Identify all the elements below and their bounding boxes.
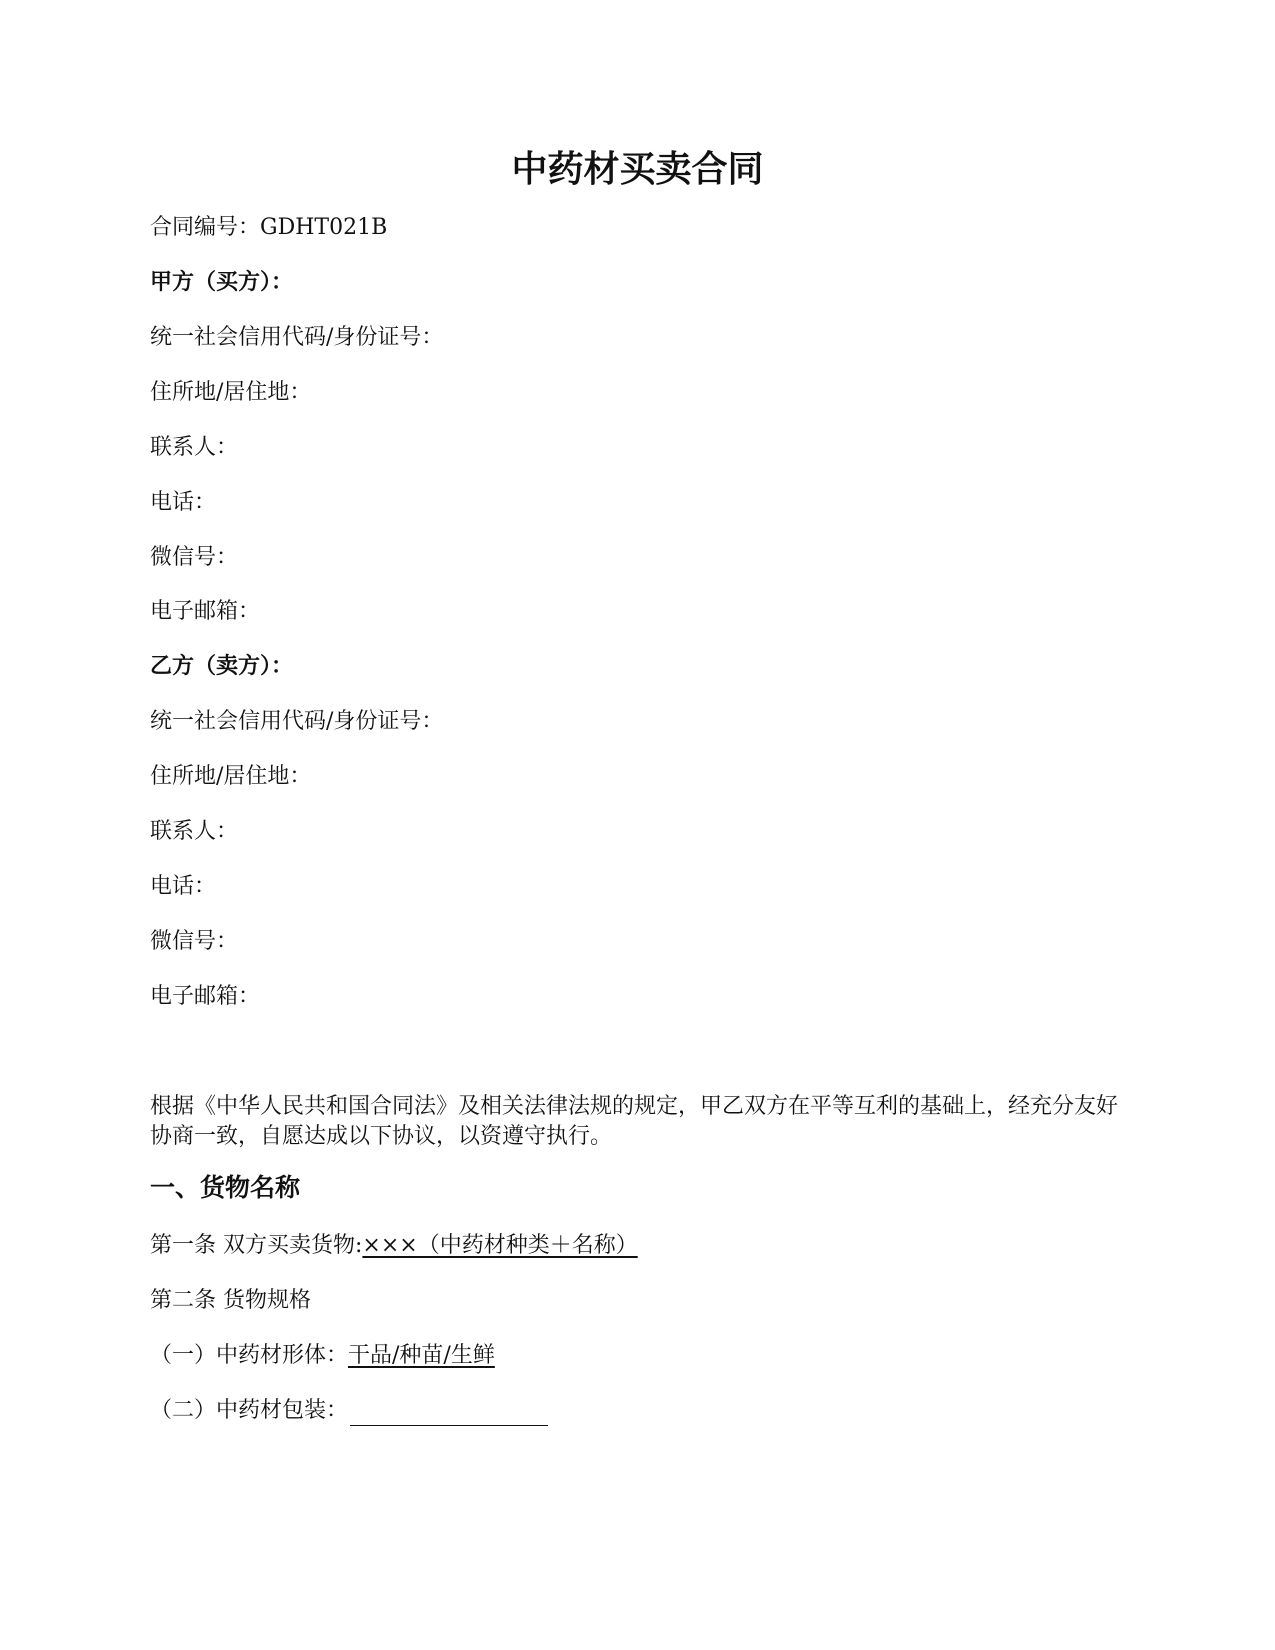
spec-item-packaging-label: （二）中药材包装： [150,1398,349,1423]
contract-number: 合同编号：GDHT021B [150,215,388,240]
party-b-wechat: 微信号： [150,929,239,954]
preamble-paragraph: 根据《中华人民共和国合同法》及相关法律法规的规定，甲乙双方在平等互利的基础上，经充分友好协商一致，自愿达成以下协议，以资遵守执行。 [150,1094,1119,1149]
spec-item-form-value: 干品/种苗/生鲜 [348,1343,495,1368]
section-heading-goods-name: 一、货物名称 [150,1173,301,1202]
party-a-email: 电子邮箱： [150,599,261,624]
article-2: 第二条 货物规格 [150,1288,311,1313]
packaging-blank-line [350,1401,548,1426]
party-b-email: 电子邮箱： [150,984,261,1009]
party-b-phone: 电话： [150,874,217,899]
party-b-contact: 联系人： [150,819,239,844]
party-a-phone: 电话： [150,490,217,515]
spec-item-form-label: （一）中药材形体： [150,1343,349,1368]
article-1-label: 第一条 双方买卖货物: [150,1233,363,1258]
document-title: 中药材买卖合同 [511,149,764,190]
article-1-goods-value: ×××（中药材种类＋名称） [362,1233,638,1258]
party-a-credit-code: 统一社会信用代码/身份证号： [150,325,444,350]
party-a-contact: 联系人： [150,435,239,460]
party-a-wechat: 微信号： [150,545,239,570]
spec-item-form [150,1341,495,1371]
party-b-credit-code: 统一社会信用代码/身份证号： [150,709,444,734]
party-b-heading: 乙方（卖方）： [150,654,294,679]
article-1 [150,1231,638,1261]
party-a-address: 住所地/居住地： [150,380,312,405]
party-b-address: 住所地/居住地： [150,764,312,789]
party-a-heading: 甲方（买方）： [150,270,294,295]
spec-item-packaging [150,1396,548,1426]
